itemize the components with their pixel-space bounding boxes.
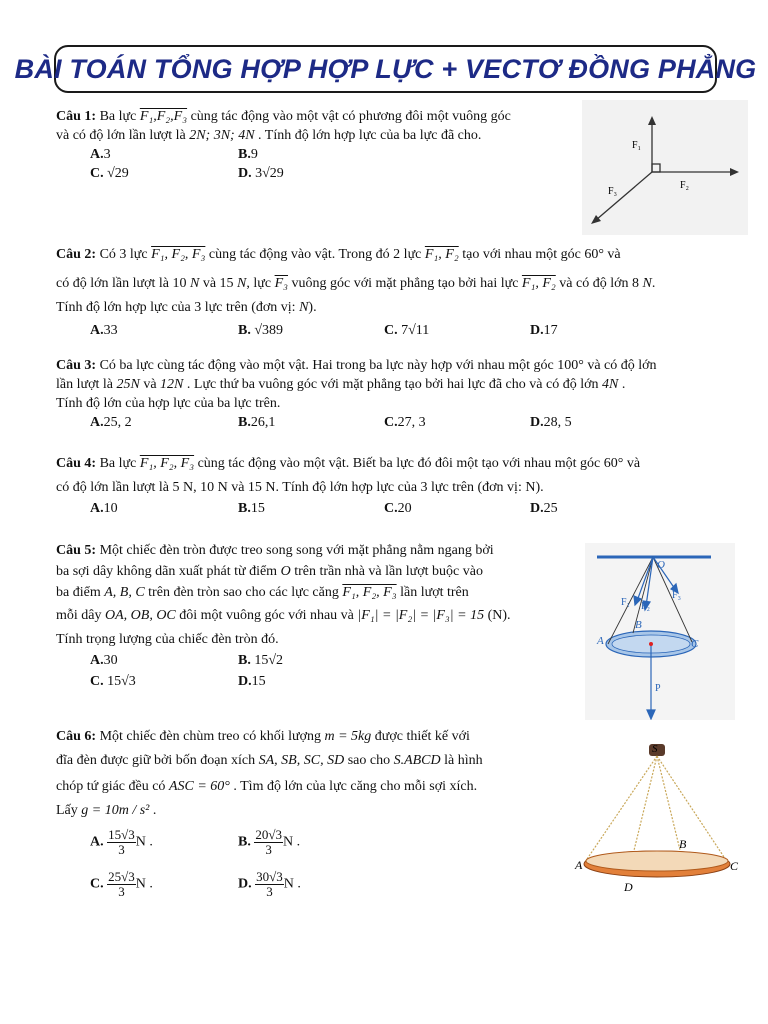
- q4-option-b[interactable]: B.15: [238, 501, 265, 516]
- q5-option-a[interactable]: A.30: [90, 653, 118, 668]
- question-1-line-2: [56, 126, 511, 145]
- question-4-label: Câu 4:: [56, 456, 97, 471]
- q5-label-p: P: [655, 683, 661, 694]
- question-6: [56, 726, 483, 912]
- q6-options-row-2: [56, 870, 483, 912]
- q5-options-row-2: [56, 671, 511, 692]
- question-4-line-2: có độ lớn lần lượt là 5 N, 10 N và 15 N. Tính độ lớn hợp lực của 3 lực trên (đơn vị: N).: [56, 480, 544, 495]
- question-2-label: Câu 2:: [56, 247, 97, 262]
- q6-chandelier-figure: [572, 738, 744, 898]
- q6-label-s: S: [652, 743, 658, 755]
- q4-options: [56, 498, 640, 520]
- question-3-label: Câu 3:: [56, 358, 97, 373]
- question-2-line-2: có độ lớn lần lượt là 10 N và 15 N, lực F₃ vuông góc với mặt phẳng tạo bởi hai lực F₁, F₂ và có độ lớn 8 N.: [56, 276, 656, 291]
- question-5-line-2: ba sợi dây không dãn xuất phát từ điểm O trên trần nhà và lần lượt buộc vào: [56, 564, 483, 579]
- question-6-label: Câu 6:: [56, 729, 97, 744]
- question-3-line-3: Tính độ lớn của hợp lực của ba lực trên.: [56, 396, 281, 411]
- question-3-line-2: lần lượt là 25N và 12N . Lực thứ ba vuông góc với mặt phẳng tạo bởi hai lực đã cho và có độ lớn 4N .: [56, 377, 626, 392]
- q1-text: . Tính độ lớn hợp lực của ba lực đã cho.: [254, 128, 482, 143]
- question-4: [56, 450, 640, 520]
- q3-option-a[interactable]: A.25, 2: [90, 415, 132, 430]
- question-5-line-3: ba điểm A, B, C trên đèn tròn sao cho các lực căng F₁, F₂, F₃ lần lượt trên: [56, 585, 469, 600]
- q4-option-c[interactable]: C.20: [384, 501, 412, 516]
- q6-label-a: A: [575, 858, 583, 872]
- q2-option-d[interactable]: D.17: [530, 323, 558, 338]
- q6-option-b[interactable]: B. $\frac{20√3}{3}$ N .: [238, 827, 301, 857]
- question-5: [56, 540, 511, 692]
- question-2: [56, 240, 655, 345]
- q6-label-c: C: [730, 859, 739, 873]
- q4-option-a[interactable]: A.10: [90, 501, 118, 516]
- q3-options: [56, 413, 657, 432]
- question-1-line-1: [56, 107, 511, 126]
- question-5-line-4: mỗi dây OA, OB, OC đôi một vuông góc với nhau và |F₁| = |F₂| = |F₃| = 15 (N).: [56, 608, 511, 623]
- q5-label-b: B: [635, 619, 642, 631]
- q5-label-c: C: [691, 638, 699, 650]
- question-2-line-3: Tính độ lớn hợp lực của 3 lực trên (đơn vị: N).: [56, 300, 317, 315]
- q5-label-f3: F₃: [672, 590, 682, 601]
- title-box: [14, 45, 757, 93]
- q5-label-f1: F₁: [621, 597, 631, 608]
- q1-option-c[interactable]: C. √29: [90, 166, 129, 181]
- question-2-line-1: Câu 2: Có 3 lực F₁, F₂, F₃ cùng tác động vào vật. Trong đó 2 lực F₁, F₂ tạo với nhau một góc 60° và: [56, 247, 621, 262]
- q6-label-d: D: [624, 880, 633, 894]
- q1-options-row-1: [56, 145, 511, 164]
- q5-option-b[interactable]: B. 15√2: [238, 653, 284, 668]
- q1-force-figure: [582, 100, 748, 235]
- question-6-line-2: đĩa đèn được giữ bởi bốn đoạn xích SA, SB, SC, SD sao cho S.ABCD là hình: [56, 753, 483, 768]
- q1-vectors: F₁,F₂,F₃: [139, 109, 188, 124]
- question-5-line-5: Tính trọng lượng của chiếc đèn tròn đó.: [56, 632, 279, 647]
- question-3-line-1: Câu 3: Có ba lực cùng tác động vào một vật. Hai trong ba lực này hợp với nhau một góc 100° và có độ lớn: [56, 358, 657, 373]
- q2-option-b[interactable]: B. √389: [238, 323, 284, 338]
- q2-options: [56, 317, 655, 345]
- q1-option-a[interactable]: A.3: [90, 147, 111, 162]
- q6-option-d[interactable]: D. $\frac{30√3}{3}$ N .: [238, 869, 301, 899]
- q4-option-d[interactable]: D.25: [530, 501, 558, 516]
- q1-option-d[interactable]: D. 3√29: [238, 166, 284, 181]
- q5-label-f2: F₂: [641, 601, 651, 612]
- q3-option-b[interactable]: B.26,1: [238, 415, 276, 430]
- q5-label-a: A: [597, 635, 604, 647]
- question-1: [56, 107, 511, 183]
- q5-option-c[interactable]: C. 15√3: [90, 674, 136, 689]
- q5-option-d[interactable]: D.15: [238, 674, 266, 689]
- q1-text: cùng tác động vào một vật có phương đôi một vuông góc: [187, 109, 511, 124]
- question-6-line-1: Câu 6: Một chiếc đèn chùm treo có khối lượng m = 5kg được thiết kế với: [56, 729, 470, 744]
- q5-lamp-figure: [585, 543, 735, 720]
- q1-option-b[interactable]: B.9: [238, 147, 258, 162]
- question-4-line-1: Câu 4: Ba lực F₁, F₂, F₃ cùng tác động vào một vật. Biết ba lực đó đôi một tạo với nhau một góc 60° và: [56, 456, 641, 471]
- page-title: BÀI TOÁN TỔNG HỢP HỢP LỰC + VECTƠ ĐỒNG PHẲNG: [14, 53, 757, 84]
- q6-option-c[interactable]: C. $\frac{25√3}{3}$ N .: [90, 869, 153, 899]
- question-1-label: Câu 1:: [56, 109, 97, 124]
- question-6-line-4: Lấy g = 10m / s² .: [56, 803, 157, 818]
- question-3: [56, 356, 657, 432]
- q2-option-c[interactable]: C. 7√11: [384, 323, 430, 338]
- q1-label-f1: F₁: [632, 140, 642, 151]
- q1-label-f3: F₃: [608, 186, 618, 197]
- q6-options-row-1: [56, 828, 483, 870]
- q6-label-b: B: [679, 837, 687, 851]
- q1-magnitudes: 2N; 3N; 4N: [189, 128, 255, 143]
- q6-option-a[interactable]: A. $\frac{15√3}{3}$ N .: [90, 827, 153, 857]
- q1-options-row-2: [56, 164, 511, 183]
- q5-options-row-1: [56, 650, 511, 671]
- q1-text: Ba lực: [96, 109, 140, 124]
- q3-option-d[interactable]: D.28, 5: [530, 415, 572, 430]
- q1-label-f2: F₂: [680, 180, 690, 191]
- question-5-label: Câu 5:: [56, 543, 97, 558]
- question-5-line-1: Câu 5: Một chiếc đèn tròn được treo song song với mặt phẳng nằm ngang bởi: [56, 543, 494, 558]
- q1-text: và có độ lớn lần lượt là: [56, 128, 190, 143]
- q2-option-a[interactable]: A.33: [90, 323, 118, 338]
- q5-label-o: O: [657, 559, 665, 571]
- q3-option-c[interactable]: C.27, 3: [384, 415, 426, 430]
- question-6-line-3: chóp tứ giác đều có ASC = 60° . Tìm độ lớn của lực căng cho mỗi sợi xích.: [56, 779, 478, 794]
